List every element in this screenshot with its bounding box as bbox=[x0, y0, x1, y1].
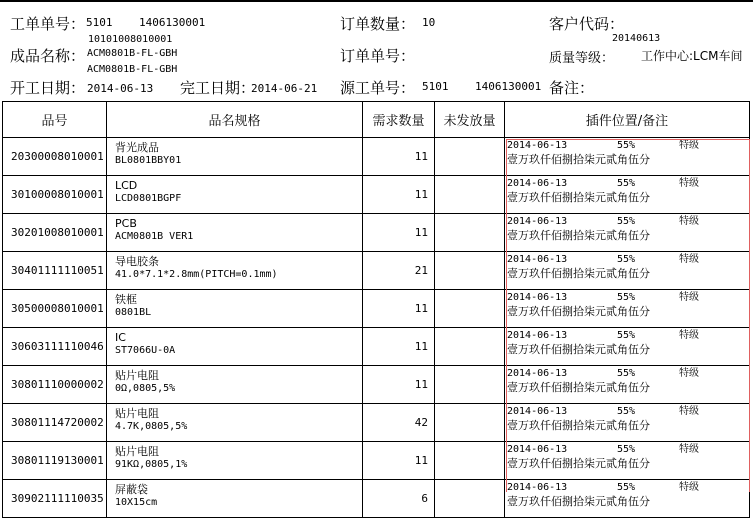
work-center-value: 工作中心:LCM车间 bbox=[641, 49, 743, 63]
item-code: 30401111110051 bbox=[3, 252, 107, 290]
start-date-value: 2014-06-13 bbox=[87, 82, 154, 95]
unissued-qty bbox=[435, 480, 505, 518]
note-amount: 壹万玖仟佰捌拾柒元贰角伍分 bbox=[507, 305, 650, 318]
position-note bbox=[505, 404, 750, 442]
position-note bbox=[505, 176, 750, 214]
item-spec: ST7066U-0A bbox=[115, 345, 176, 356]
position-note bbox=[505, 442, 750, 480]
note-percent: 55% bbox=[617, 140, 636, 151]
note-percent: 55% bbox=[617, 216, 636, 227]
item-spec: ACM0801B VER1 bbox=[115, 231, 194, 242]
required-qty: 11 bbox=[363, 442, 435, 480]
table-row bbox=[3, 290, 750, 328]
remark-label: 备注： bbox=[549, 79, 595, 97]
col-header-required-qty: 需求数量 bbox=[363, 102, 435, 138]
unissued-qty bbox=[435, 366, 505, 404]
required-qty: 42 bbox=[363, 404, 435, 442]
item-code: 30801119130001 bbox=[3, 442, 107, 480]
note-date: 2014-06-13 bbox=[507, 482, 568, 493]
table-row bbox=[3, 366, 750, 404]
customer-code-label: 客户代码： bbox=[549, 15, 625, 33]
order-qty-value: 10 bbox=[422, 16, 436, 29]
item-code: 30801110000002 bbox=[3, 366, 107, 404]
position-note bbox=[505, 214, 750, 252]
item-name-spec bbox=[107, 366, 363, 404]
note-amount: 壹万玖仟佰捌拾柒元贰角伍分 bbox=[507, 343, 650, 356]
note-percent: 55% bbox=[617, 406, 636, 417]
note-amount: 壹万玖仟佰捌拾柒元贰角伍分 bbox=[507, 229, 650, 242]
item-name-spec bbox=[107, 290, 363, 328]
table-row bbox=[3, 404, 750, 442]
required-qty: 11 bbox=[363, 290, 435, 328]
table-row bbox=[3, 328, 750, 366]
item-name-spec bbox=[107, 480, 363, 518]
unissued-qty bbox=[435, 176, 505, 214]
note-percent: 55% bbox=[617, 444, 636, 455]
item-spec: 41.0*7.1*2.8mm(PITCH=0.1mm) bbox=[115, 269, 278, 280]
source-order-label: 源工单号： bbox=[340, 79, 416, 97]
required-qty: 6 bbox=[363, 480, 435, 518]
item-code: 30801114720002 bbox=[3, 404, 107, 442]
required-qty: 21 bbox=[363, 252, 435, 290]
item-name: 屏蔽袋 bbox=[115, 483, 148, 496]
item-code: 30201008010001 bbox=[3, 214, 107, 252]
item-name-spec bbox=[107, 404, 363, 442]
item-name-spec bbox=[107, 442, 363, 480]
product-name-value: ACM0801B-FL-GBH bbox=[87, 48, 178, 59]
item-spec: 10X15cm bbox=[115, 497, 158, 508]
finish-date-label: 完工日期： bbox=[180, 79, 256, 97]
item-name: 铁框 bbox=[115, 293, 137, 306]
required-qty: 11 bbox=[363, 176, 435, 214]
col-header-unissued-qty: 未发放量 bbox=[435, 102, 505, 138]
note-grade: 特级 bbox=[679, 254, 699, 265]
note-grade: 特级 bbox=[679, 216, 699, 227]
note-percent: 55% bbox=[617, 292, 636, 303]
work-order-value: 5101 1406130001 bbox=[86, 16, 206, 29]
note-grade: 特级 bbox=[679, 292, 699, 303]
item-name-spec bbox=[107, 176, 363, 214]
required-qty: 11 bbox=[363, 214, 435, 252]
unissued-qty bbox=[435, 404, 505, 442]
item-name: 贴片电阻 bbox=[115, 445, 159, 458]
table-row bbox=[3, 480, 750, 518]
order-no-label: 订单单号： bbox=[340, 47, 416, 65]
note-percent: 55% bbox=[617, 368, 636, 379]
note-date: 2014-06-13 bbox=[507, 444, 568, 455]
table-header-row bbox=[3, 102, 750, 138]
note-amount: 壹万玖仟佰捌拾柒元贰角伍分 bbox=[507, 419, 650, 432]
table-row bbox=[3, 138, 750, 176]
quality-label: 质量等级： bbox=[549, 51, 615, 66]
required-qty: 11 bbox=[363, 328, 435, 366]
item-spec: 0Ω,0805,5% bbox=[115, 383, 176, 394]
note-grade: 特级 bbox=[679, 140, 699, 151]
item-spec: BL0801BBY01 bbox=[115, 155, 182, 166]
customer-code-value: 20140613 bbox=[612, 33, 661, 44]
item-spec: 4.7K,0805,5% bbox=[115, 421, 188, 432]
required-qty: 11 bbox=[363, 138, 435, 176]
product-code: 10101008010001 bbox=[88, 34, 173, 45]
position-note bbox=[505, 328, 750, 366]
note-grade: 特级 bbox=[679, 444, 699, 455]
unissued-qty bbox=[435, 290, 505, 328]
position-note bbox=[505, 138, 750, 176]
note-grade: 特级 bbox=[679, 406, 699, 417]
order-qty-label: 订单数量： bbox=[340, 15, 416, 33]
note-grade: 特级 bbox=[679, 178, 699, 189]
item-name-spec bbox=[107, 252, 363, 290]
item-code: 30100008010001 bbox=[3, 176, 107, 214]
table-row bbox=[3, 252, 750, 290]
finish-date-value: 2014-06-21 bbox=[251, 82, 318, 95]
table-row bbox=[3, 176, 750, 214]
item-name-spec bbox=[107, 328, 363, 366]
note-amount: 壹万玖仟佰捌拾柒元贰角伍分 bbox=[507, 457, 650, 470]
note-date: 2014-06-13 bbox=[507, 254, 568, 265]
item-spec: LCD0801BGPF bbox=[115, 193, 182, 204]
unissued-qty bbox=[435, 138, 505, 176]
item-name: LCD bbox=[115, 179, 138, 192]
note-date: 2014-06-13 bbox=[507, 368, 568, 379]
col-header-code: 品号 bbox=[3, 102, 107, 138]
item-name: IC bbox=[115, 331, 126, 344]
position-note bbox=[505, 290, 750, 328]
item-spec: 91KΩ,0805,1% bbox=[115, 459, 188, 470]
note-amount: 壹万玖仟佰捌拾柒元贰角伍分 bbox=[507, 153, 650, 166]
note-percent: 55% bbox=[617, 482, 636, 493]
item-code: 30902111110035 bbox=[3, 480, 107, 518]
item-name: PCB bbox=[115, 217, 137, 230]
unissued-qty bbox=[435, 252, 505, 290]
source-order-value: 5101 1406130001 bbox=[422, 80, 542, 93]
note-percent: 55% bbox=[617, 330, 636, 341]
item-name: 导电胶条 bbox=[115, 255, 159, 268]
unissued-qty bbox=[435, 442, 505, 480]
top-rule bbox=[0, 0, 753, 2]
note-date: 2014-06-13 bbox=[507, 216, 568, 227]
required-qty: 11 bbox=[363, 366, 435, 404]
item-name: 贴片电阻 bbox=[115, 369, 159, 382]
note-amount: 壹万玖仟佰捌拾柒元贰角伍分 bbox=[507, 191, 650, 204]
item-name: 背光成品 bbox=[115, 141, 159, 154]
item-spec: 0801BL bbox=[115, 307, 152, 318]
position-note bbox=[505, 366, 750, 404]
table-row bbox=[3, 214, 750, 252]
note-date: 2014-06-13 bbox=[507, 292, 568, 303]
item-code: 30603111110046 bbox=[3, 328, 107, 366]
note-amount: 壹万玖仟佰捌拾柒元贰角伍分 bbox=[507, 381, 650, 394]
materials-table bbox=[2, 101, 750, 518]
note-amount: 壹万玖仟佰捌拾柒元贰角伍分 bbox=[507, 495, 650, 508]
item-code: 30500008010001 bbox=[3, 290, 107, 328]
unissued-qty bbox=[435, 328, 505, 366]
note-date: 2014-06-13 bbox=[507, 140, 568, 151]
position-note bbox=[505, 480, 750, 518]
product-name-value-2: ACM0801B-FL-GBH bbox=[87, 64, 178, 75]
start-date-label: 开工日期： bbox=[10, 79, 86, 97]
unissued-qty bbox=[435, 214, 505, 252]
note-grade: 特级 bbox=[679, 368, 699, 379]
note-amount: 壹万玖仟佰捌拾柒元贰角伍分 bbox=[507, 267, 650, 280]
item-name-spec bbox=[107, 138, 363, 176]
note-date: 2014-06-13 bbox=[507, 406, 568, 417]
note-grade: 特级 bbox=[679, 330, 699, 341]
work-order-label: 工单单号： bbox=[10, 15, 86, 33]
position-note bbox=[505, 252, 750, 290]
item-name-spec bbox=[107, 214, 363, 252]
col-header-spec: 品名规格 bbox=[107, 102, 363, 138]
item-name: 贴片电阻 bbox=[115, 407, 159, 420]
col-header-position-note: 插件位置/备注 bbox=[505, 102, 750, 138]
product-name-label: 成品名称： bbox=[10, 47, 86, 65]
note-grade: 特级 bbox=[679, 482, 699, 493]
note-date: 2014-06-13 bbox=[507, 178, 568, 189]
note-date: 2014-06-13 bbox=[507, 330, 568, 341]
table-row bbox=[3, 442, 750, 480]
item-code: 20300008010001 bbox=[3, 138, 107, 176]
note-percent: 55% bbox=[617, 254, 636, 265]
note-percent: 55% bbox=[617, 178, 636, 189]
